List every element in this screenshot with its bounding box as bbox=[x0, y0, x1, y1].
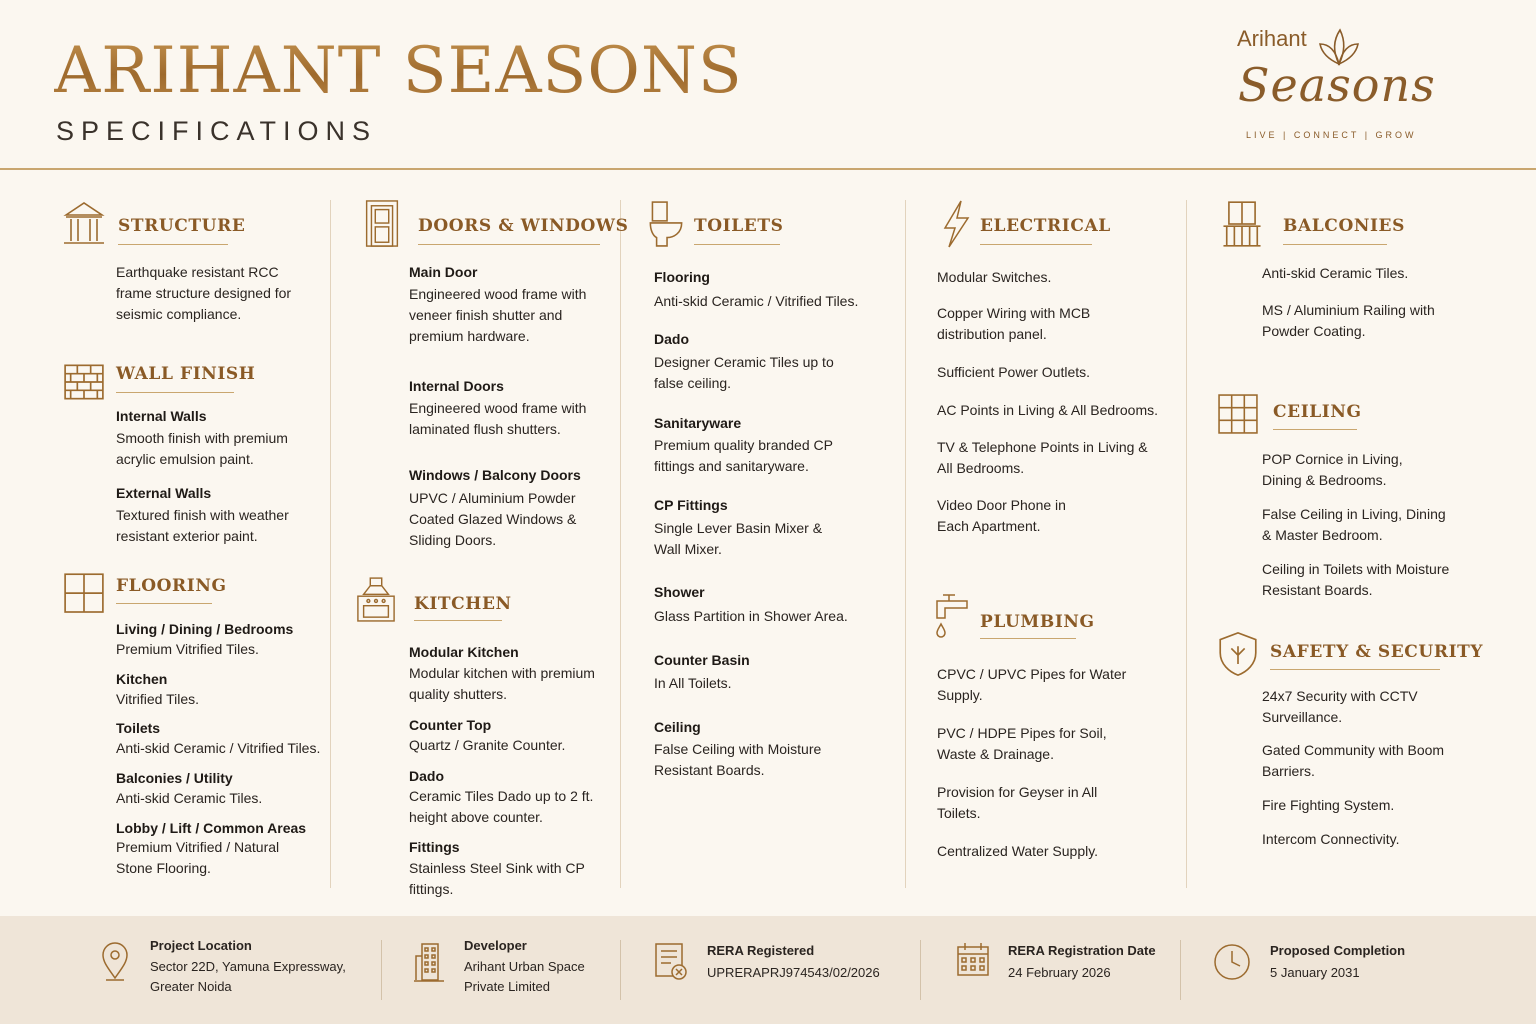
item-text: Anti-skid Ceramic Tiles. bbox=[1262, 265, 1409, 281]
item-text: Intercom Connectivity. bbox=[1262, 831, 1400, 847]
item-text: Anti-skid Ceramic / Vitrified Tiles. bbox=[654, 293, 859, 309]
item-text: Quartz / Granite Counter. bbox=[409, 737, 566, 753]
section-title: CEILING bbox=[1273, 402, 1362, 422]
item-text: Ceiling in Toilets with Moisture Resistant Boards. bbox=[1262, 561, 1450, 598]
section-rule bbox=[980, 638, 1076, 639]
section-title: STRUCTURE bbox=[118, 216, 246, 236]
office-building-icon bbox=[414, 942, 446, 984]
section-rule bbox=[1270, 669, 1440, 670]
section-title: ELECTRICAL bbox=[980, 216, 1111, 236]
item-text: Engineered wood frame with laminated flush shutters. bbox=[409, 400, 587, 437]
item-text: False Ceiling with Moisture Resistant Boards. bbox=[654, 741, 822, 778]
calendar-icon bbox=[956, 942, 990, 978]
item-text: Fire Fighting System. bbox=[1262, 797, 1395, 813]
toilet-icon bbox=[646, 200, 686, 248]
item-title: Main Door bbox=[409, 264, 478, 280]
footer-divider bbox=[920, 940, 921, 1000]
item-text: 24x7 Security with CCTV Surveillance. bbox=[1262, 688, 1418, 725]
map-pin-icon bbox=[100, 942, 130, 982]
page-subtitle: SPECIFICATIONS bbox=[56, 116, 378, 146]
section-rule bbox=[980, 244, 1092, 245]
item-text: Video Door Phone in Each Apartment. bbox=[937, 497, 1066, 534]
item-text: POP Cornice in Living, Dining & Bedrooms. bbox=[1262, 451, 1403, 488]
section-title: BALCONIES bbox=[1283, 216, 1405, 236]
item-text: Ceramic Tiles Dado up to 2 ft. height above counter. bbox=[409, 788, 594, 825]
section-title: FLOORING bbox=[116, 576, 227, 596]
item-title: CP Fittings bbox=[654, 497, 728, 513]
item-text: CPVC / UPVC Pipes for Water Supply. bbox=[937, 666, 1127, 703]
section-text: Earthquake resistant RCC frame structure designed for seismic compliance. bbox=[116, 264, 292, 322]
item-text: Glass Partition in Shower Area. bbox=[654, 608, 848, 624]
header-divider bbox=[0, 168, 1536, 170]
section-rule bbox=[116, 392, 234, 393]
item-text: TV & Telephone Points in Living & All Bedrooms. bbox=[937, 439, 1148, 476]
section-title: KITCHEN bbox=[414, 594, 512, 614]
item-text: PVC / HDPE Pipes for Soil, Waste & Drainage. bbox=[937, 725, 1107, 762]
item-text: UPVC / Aluminium Powder Coated Glazed Windows & Sliding Doors. bbox=[409, 490, 577, 548]
item-title: Internal Walls bbox=[116, 408, 207, 424]
brick-wall-icon bbox=[64, 358, 104, 406]
column-divider bbox=[620, 200, 621, 888]
footer-label: RERA Registered bbox=[707, 943, 815, 958]
section-title: DOORS & WINDOWS bbox=[418, 216, 629, 236]
item-title: Flooring bbox=[654, 269, 710, 285]
item-title: Sanitaryware bbox=[654, 415, 742, 431]
column-divider bbox=[905, 200, 906, 888]
item-text: Premium quality branded CP fittings and sanitaryware. bbox=[654, 437, 833, 474]
item-text: MS / Aluminium Railing with Powder Coating. bbox=[1262, 302, 1435, 339]
item-title: Balconies / Utility bbox=[116, 770, 233, 786]
footer-divider bbox=[381, 940, 382, 1000]
brand-logo bbox=[1230, 20, 1450, 150]
item-title: Modular Kitchen bbox=[409, 644, 519, 660]
item-text: Modular Switches. bbox=[937, 269, 1052, 285]
section-title: PLUMBING bbox=[980, 612, 1095, 632]
section-rule bbox=[1283, 244, 1387, 245]
logo-script-text: Seasons bbox=[1238, 58, 1436, 112]
item-text: Copper Wiring with MCB distribution panel. bbox=[937, 305, 1091, 342]
shield-icon bbox=[1218, 630, 1258, 678]
lightning-bolt-icon bbox=[936, 200, 976, 248]
item-text: Single Lever Basin Mixer & Wall Mixer. bbox=[654, 520, 823, 557]
footer-label: Proposed Completion bbox=[1270, 943, 1406, 958]
column-building-icon bbox=[64, 200, 104, 248]
column-divider bbox=[330, 200, 331, 888]
item-text: AC Points in Living & All Bedrooms. bbox=[937, 402, 1158, 418]
item-title: Internal Doors bbox=[409, 378, 504, 394]
item-text: Premium Vitrified Tiles. bbox=[116, 641, 259, 657]
footer-label: Developer bbox=[464, 938, 527, 953]
item-title: Dado bbox=[409, 768, 444, 784]
balcony-railing-icon bbox=[1222, 200, 1262, 248]
door-icon bbox=[362, 200, 402, 248]
footer-value: 24 February 2026 bbox=[1008, 965, 1111, 980]
item-text: Provision for Geyser in All Toilets. bbox=[937, 784, 1098, 821]
water-tap-icon bbox=[930, 592, 970, 640]
item-text: Centralized Water Supply. bbox=[937, 843, 1099, 859]
header bbox=[0, 0, 1536, 168]
item-title: Fittings bbox=[409, 839, 460, 855]
ceiling-grid-icon bbox=[1218, 390, 1258, 438]
footer-divider bbox=[620, 940, 621, 1000]
section-rule bbox=[414, 620, 502, 621]
item-title: Ceiling bbox=[654, 719, 701, 735]
column-divider bbox=[1186, 200, 1187, 888]
section-rule bbox=[116, 603, 212, 604]
floor-tiles-icon bbox=[64, 568, 104, 616]
footer-info-bar bbox=[0, 916, 1536, 1024]
item-title: Windows / Balcony Doors bbox=[409, 467, 581, 483]
footer-value: Arihant Urban Space Private Limited bbox=[464, 959, 585, 994]
item-title: Counter Top bbox=[409, 717, 492, 733]
page-title: ARIHANT SEASONS bbox=[54, 34, 743, 108]
footer-label: Project Location bbox=[150, 938, 252, 953]
item-text: Engineered wood frame with veneer finish shutter and premium hardware. bbox=[409, 286, 587, 344]
item-text: Vitrified Tiles. bbox=[116, 691, 199, 707]
item-text: In All Toilets. bbox=[654, 675, 732, 691]
footer-value: UPRERAPRJ974543/02/2026 bbox=[707, 965, 880, 980]
item-title: Toilets bbox=[116, 720, 161, 736]
item-text: Anti-skid Ceramic Tiles. bbox=[116, 790, 263, 806]
section-title: SAFETY & SECURITY bbox=[1270, 642, 1484, 662]
certificate-document-icon bbox=[654, 942, 690, 982]
section-rule bbox=[118, 244, 228, 245]
logo-brand-text: Arihant bbox=[1237, 26, 1307, 51]
item-title: External Walls bbox=[116, 485, 212, 501]
item-title: Counter Basin bbox=[654, 652, 750, 668]
section-title: WALL FINISH bbox=[116, 364, 256, 384]
item-text: Anti-skid Ceramic / Vitrified Tiles. bbox=[116, 740, 321, 756]
footer-divider bbox=[1180, 940, 1181, 1000]
item-text: Smooth finish with premium acrylic emulsion paint. bbox=[116, 430, 288, 467]
logo-tagline: LIVE | CONNECT | GROW bbox=[1246, 130, 1417, 140]
item-title: Dado bbox=[654, 331, 689, 347]
item-text: Stainless Steel Sink with CP fittings. bbox=[409, 860, 585, 897]
item-text: Gated Community with Boom Barriers. bbox=[1262, 742, 1445, 779]
footer-label: RERA Registration Date bbox=[1008, 943, 1156, 958]
footer-value: 5 January 2031 bbox=[1270, 965, 1360, 980]
item-title: Living / Dining / Bedrooms bbox=[116, 621, 294, 637]
section-rule bbox=[1273, 429, 1357, 430]
section-title: TOILETS bbox=[694, 216, 784, 236]
item-text: Textured finish with weather resistant exterior paint. bbox=[116, 507, 289, 544]
item-text: Modular kitchen with premium quality shutters. bbox=[409, 665, 595, 702]
footer-value: Sector 22D, Yamuna Expressway, Greater Noida bbox=[150, 959, 346, 994]
kitchen-hood-icon bbox=[356, 576, 396, 624]
clock-icon bbox=[1213, 943, 1251, 981]
section-rule bbox=[694, 244, 780, 245]
item-text: Premium Vitrified / Natural Stone Flooring. bbox=[116, 839, 280, 876]
item-text: Designer Ceramic Tiles up to false ceiling. bbox=[654, 354, 834, 391]
item-title: Shower bbox=[654, 584, 705, 600]
section-rule bbox=[418, 244, 600, 245]
item-title: Lobby / Lift / Common Areas bbox=[116, 820, 307, 836]
item-text: Sufficient Power Outlets. bbox=[937, 364, 1091, 380]
item-title: Kitchen bbox=[116, 671, 168, 687]
item-text: False Ceiling in Living, Dining & Master Bedroom. bbox=[1262, 506, 1446, 543]
